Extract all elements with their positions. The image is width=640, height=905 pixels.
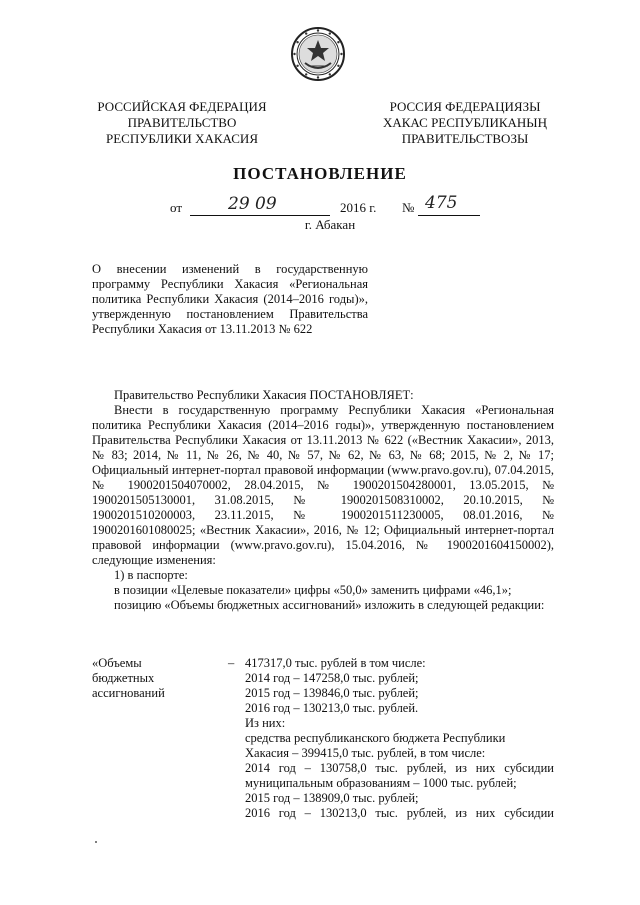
handwritten-number: 475 <box>425 193 458 213</box>
header-left-line: РОССИЙСКАЯ ФЕДЕРАЦИЯ <box>97 99 267 114</box>
params-dash: – <box>228 656 235 670</box>
header-right-line: РОССИЯ ФЕДЕРАЦИЯЗЫ <box>389 99 541 114</box>
body-paragraph: позицию «Объемы бюджетных ассигнований» изложить в следующей редакции: <box>114 598 545 612</box>
body-paragraph: в позиции «Целевые показатели» цифры «50,0» заменить цифрами «46,1»; <box>114 583 512 597</box>
params-line: 2016 год – 130213,0 тыс. рублей. <box>245 701 419 715</box>
params-label <box>92 656 222 701</box>
date-underline <box>190 215 330 216</box>
params-line: Хакасия – 399415,0 тыс. рублей, в том числе: <box>245 746 486 760</box>
params-line: 2014 год – 130758,0 тыс. рублей, из них субсидии <box>245 761 554 775</box>
header-left-line: РЕСПУБЛИКИ ХАКАСИЯ <box>105 131 258 146</box>
date-line <box>170 193 500 218</box>
params-values <box>245 656 554 821</box>
header-left-ru <box>84 99 280 147</box>
params-line: 417317,0 тыс. рублей в том числе: <box>245 656 426 670</box>
header-left-line: ПРАВИТЕЛЬСТВО <box>127 115 237 130</box>
header-right-line: ХАКАС РЕСПУБЛИКАНЫҢ <box>382 115 548 130</box>
date-prefix: от <box>170 200 183 215</box>
header-right-line: ПРАВИТЕЛЬСТВОЗЫ <box>401 131 529 146</box>
handwritten-date: 29 09 <box>228 194 277 214</box>
document-body <box>92 388 554 613</box>
params-line: средства республиканского бюджета Республики <box>245 731 506 745</box>
city: г. Абакан <box>304 217 356 232</box>
params-line: муниципальным образованиям – 1000 тыс. рублей; <box>245 776 517 790</box>
params-line: 2015 год – 139846,0 тыс. рублей; <box>245 686 419 700</box>
body-paragraph: Внести в государственную программу Республики Хакасия «Региональная политика Республики Хакасия (2014–2016 годы)», утвержденную постановлением Правительства Республики Хакасия от 13.11.2013 № 622 («Вестник Хакасии», 2013, № 83; 2014, № 11, № 26, № 40, № 57, № 62, № 63, № 68; 2015, № 2, № 17; Официальный интернет-портал правовой информации (www.pravo.gov.ru), 07.04.2015, № 1900201504070002, 28.04.2015, № 1900201504280001, 13.05.2015, № 1900201505130001, 31.08.2015, № 1900201508310002, 20.10.2015, № 1900201510200003, 23.11.2015, № 1900201511230005, 08.01.2016, № 1900201601080025; «Вестник Хакасии», 2016, № 12; Официальный интернет-портал правовой информации (www.pravo.gov.ru), 15.04.2016, № 1900201604150002), следующие изменения: <box>92 403 554 567</box>
scan-speck <box>95 841 97 843</box>
params-line: 2015 год – 138909,0 тыс. рублей; <box>245 791 419 805</box>
body-paragraph: Правительство Республики Хакасия ПОСТАНОВЛЯЕТ: <box>114 388 414 402</box>
params-line: 2016 год – 130213,0 тыс. рублей, из них субсидии <box>245 806 554 820</box>
params-line: Из них: <box>245 716 286 730</box>
header-right-khakas <box>370 99 560 147</box>
params-label-line: «Объемы <box>92 656 142 670</box>
date-year: 2016 г. <box>340 200 377 215</box>
document-subject: О внесении изменений в государственную программу Республики Хакасия «Региональная политика Республики Хакасия (2014–2016 годы)», утвержденную постановлением Правительства Республики Хакасия от 13.11.2013 № 622 <box>92 262 368 336</box>
document-title: ПОСТАНОВЛЕНИЕ <box>233 164 407 183</box>
number-underline <box>418 215 480 216</box>
number-label: № <box>402 200 415 215</box>
params-label-line: бюджетных <box>92 671 155 685</box>
params-label-line: ассигнований <box>92 686 165 700</box>
params-line: 2014 год – 147258,0 тыс. рублей; <box>245 671 419 685</box>
body-paragraph: 1) в паспорте: <box>114 568 188 582</box>
coat-of-arms-emblem-icon <box>290 26 346 82</box>
